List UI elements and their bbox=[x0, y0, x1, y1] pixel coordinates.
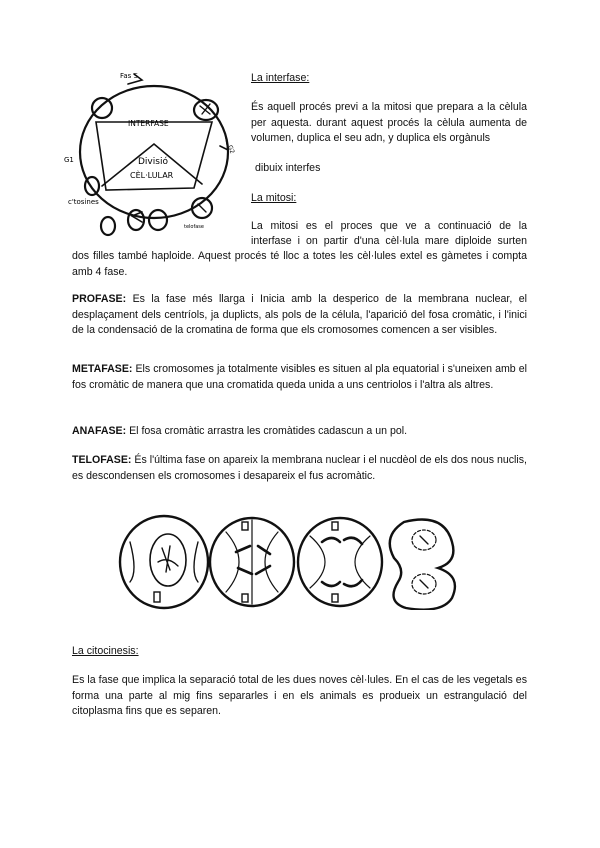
citocinesis-heading: La citocinesis: bbox=[72, 645, 139, 657]
label-citocinesi: c'tosines bbox=[68, 198, 99, 206]
metafase-text: Els cromosomes ja totalmente visibles es situen al pla equatorial i s'uneixen amb el fos cromàtic de manera que una cromatida queda unida a uns centriolos i l'altra als altres. bbox=[72, 363, 527, 391]
label-interfase: INTERFASE bbox=[128, 119, 169, 128]
mitosi-heading: La mitosi: bbox=[251, 192, 297, 204]
mitosi-intro-line-2: interfase i on partir d'una cèl·lula mare diploide surten bbox=[251, 235, 527, 247]
mitosis-phases-diagram bbox=[118, 512, 458, 610]
anafase-paragraph bbox=[72, 424, 527, 440]
label-g2: G2 bbox=[226, 144, 236, 155]
mitosi-intro-line-1: La mitosi es el proces que ve a continuació de la bbox=[251, 220, 527, 232]
cell-cycle-diagram bbox=[62, 66, 242, 242]
label-g1: G1 bbox=[64, 156, 74, 164]
mitosi-intro-rest: dos filles també haploide. Aquest procés té lloc a totes les cèl·lules extel es gàmetes i compta amb 4 fase. bbox=[72, 250, 527, 278]
cell-anafase-icon bbox=[298, 518, 382, 606]
citocinesis-paragraph: Es la fase que implica la separació total de les dues noves cèl·lules. En el cas de les vegetals es forma una parte al mig fins separarles i en els animals es produeix un estrangulació del citoplasma fins que es separen. bbox=[72, 674, 527, 717]
anafase-text: El fosa cromàtic arrastra les cromàtides cadascun a un pol. bbox=[129, 425, 408, 437]
interfase-heading: La interfase: bbox=[251, 72, 310, 84]
interfase-paragraph: És aquell procés previ a la mitosi que prepara a la cèlula per aquesta. durant aquest procés la cèlula aumenta de volumen, duplica el seu adn, y duplica els orgànuls bbox=[251, 101, 527, 144]
telofase-paragraph bbox=[72, 453, 527, 484]
label-divisio: Divisió bbox=[138, 157, 168, 167]
label-telofase-small: telofase bbox=[184, 224, 204, 230]
cell-icon bbox=[92, 98, 112, 118]
profase-paragraph bbox=[72, 292, 527, 339]
label-cel-lular: CÈL·LULAR bbox=[130, 171, 174, 180]
metafase-label: METAFASE: bbox=[72, 363, 133, 375]
telofase-label: TELOFASE: bbox=[72, 454, 132, 466]
label-fas-s: Fas S bbox=[120, 72, 138, 80]
metafase-paragraph bbox=[72, 362, 527, 393]
telofase-text: És l'última fase on apareix la membrana nuclear i el nucdèol de els dos nous nuclis, es descondensen els cromosomes i desapareix el fus acromàtic. bbox=[72, 454, 527, 482]
interfase-note: dibuix interfes bbox=[255, 162, 321, 174]
profase-text: Es la fase més llarga i Inicia amb la desperico de la membrana nuclear, el desplaçament dels centríols, ja duplicts, als pols de la célula, l'aparició del fosa cromàtic, i l'inici de la condensació de la cromatina de forma que els cromosomes comencen a ser visibles. bbox=[72, 293, 527, 336]
cell-telofase-icon bbox=[390, 520, 455, 610]
profase-label: PROFASE: bbox=[72, 293, 127, 305]
anafase-label: ANAFASE: bbox=[72, 425, 127, 437]
